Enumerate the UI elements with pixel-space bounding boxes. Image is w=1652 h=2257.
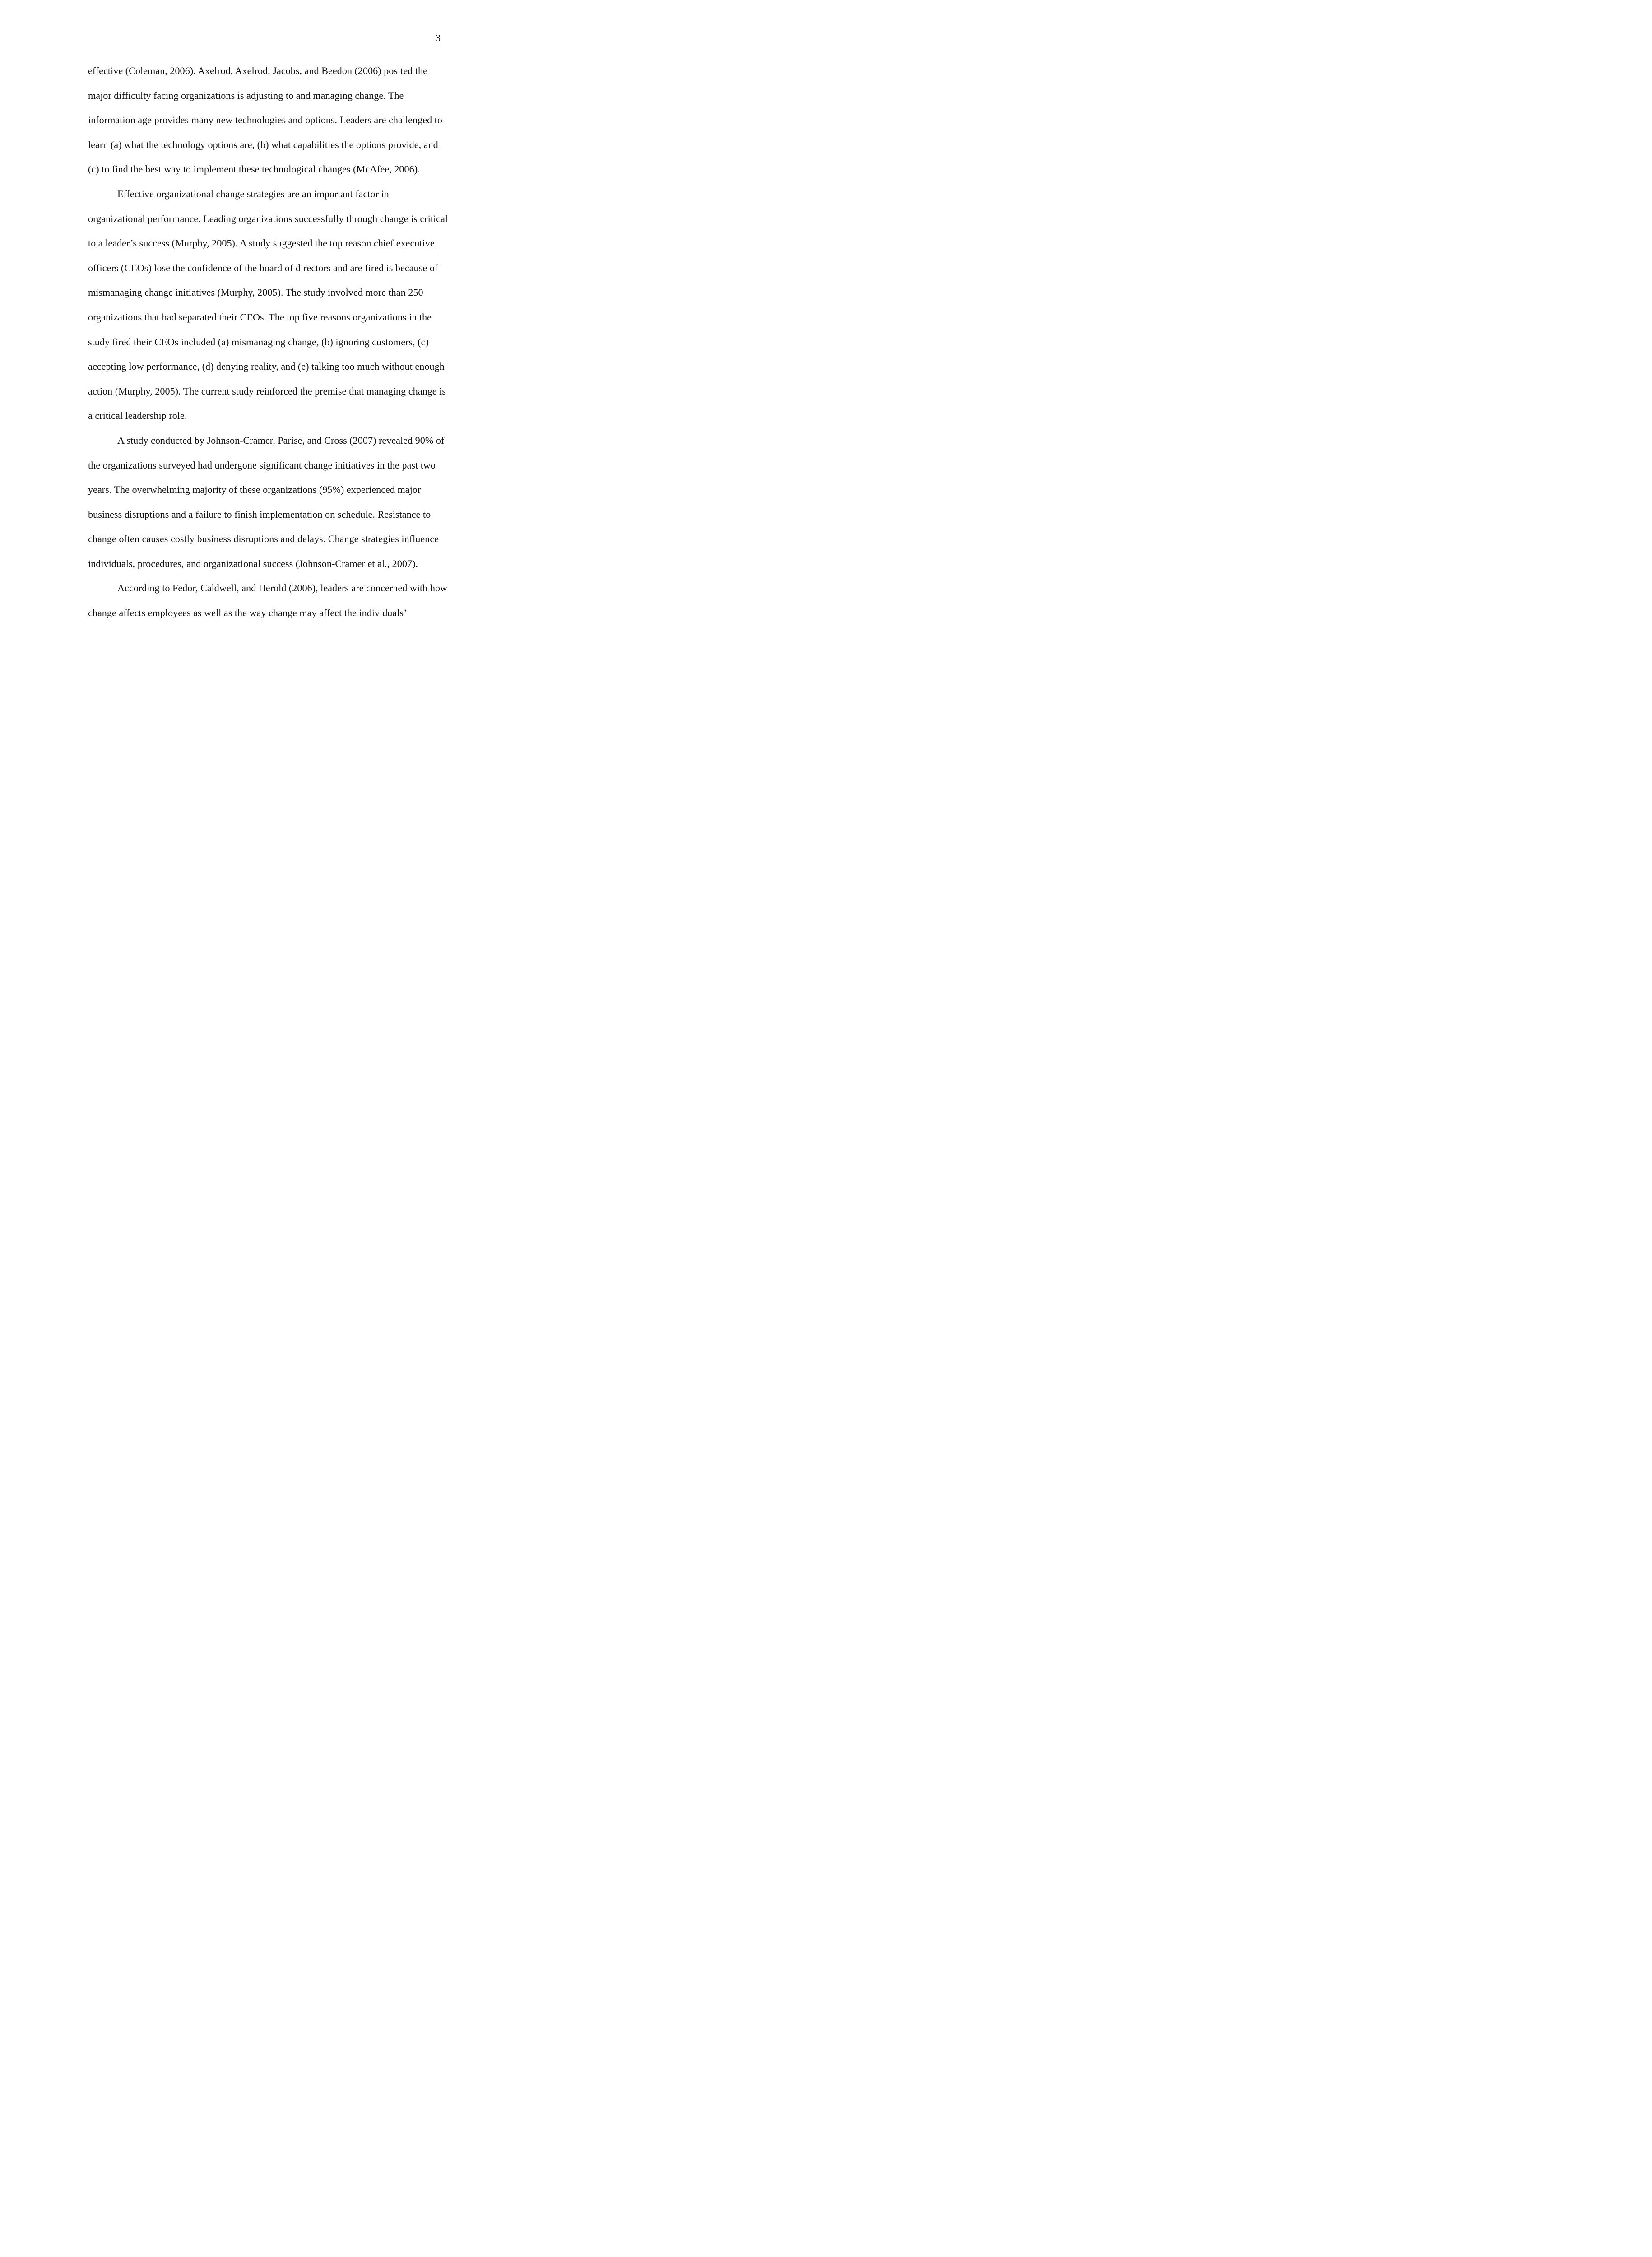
body-text <box>88 63 448 630</box>
page-number: 3 <box>436 33 441 43</box>
paragraph-first-line: A study conducted by Johnson-Cramer, Parise, and Cross (2007) revealed 90% of <box>117 434 445 446</box>
text-line: to a leader’s success (Murphy, 2005). A study suggested the top reason chief executive <box>88 237 435 249</box>
text-line: (c) to find the best way to implement these technological changes (McAfee, 2006). <box>88 163 420 175</box>
text-line: action (Murphy, 2005). The current study reinforced the premise that managing change is <box>88 385 446 397</box>
text-line: learn (a) what the technology options are, (b) what capabilities the options provide, and <box>88 139 438 150</box>
text-line: organizations that had separated their CEOs. The top five reasons organizations in the <box>88 311 432 323</box>
text-line: study fired their CEOs included (a) mismanaging change, (b) ignoring customers, (c) <box>88 336 429 348</box>
text-line: individuals, procedures, and organizational success (Johnson-Cramer et al., 2007). <box>88 557 418 569</box>
text-line: information age provides many new technologies and options. Leaders are challenged to <box>88 114 442 126</box>
text-line: accepting low performance, (d) denying reality, and (e) talking too much without enough <box>88 361 445 372</box>
text-line: a critical leadership role. <box>88 410 187 422</box>
text-line: mismanaging change initiatives (Murphy, 2005). The study involved more than 250 <box>88 287 423 298</box>
text-line: major difficulty facing organizations is adjusting to and managing change. The <box>88 89 404 101</box>
text-line: effective (Coleman, 2006). Axelrod, Axelrod, Jacobs, and Beedon (2006) posited the <box>88 65 427 76</box>
text-line: business disruptions and a failure to finish implementation on schedule. Resistance to <box>88 508 431 520</box>
text-line: organizational performance. Leading organizations successfully through change is critical <box>88 213 448 224</box>
document-page <box>0 0 497 703</box>
text-line: years. The overwhelming majority of these organizations (95%) experienced major <box>88 484 421 496</box>
text-line: change affects employees as well as the way change may affect the individuals’ <box>88 607 407 619</box>
paragraph-first-line: Effective organizational change strategies are an important factor in <box>117 188 389 200</box>
text-line: change often causes costly business disruptions and delays. Change strategies influence <box>88 533 439 545</box>
text-line: officers (CEOs) lose the confidence of the board of directors and are fired is because of <box>88 262 438 274</box>
paragraph-first-line: According to Fedor, Caldwell, and Herold (2006), leaders are concerned with how <box>117 582 448 594</box>
text-line: the organizations surveyed had undergone significant change initiatives in the past two <box>88 459 436 471</box>
